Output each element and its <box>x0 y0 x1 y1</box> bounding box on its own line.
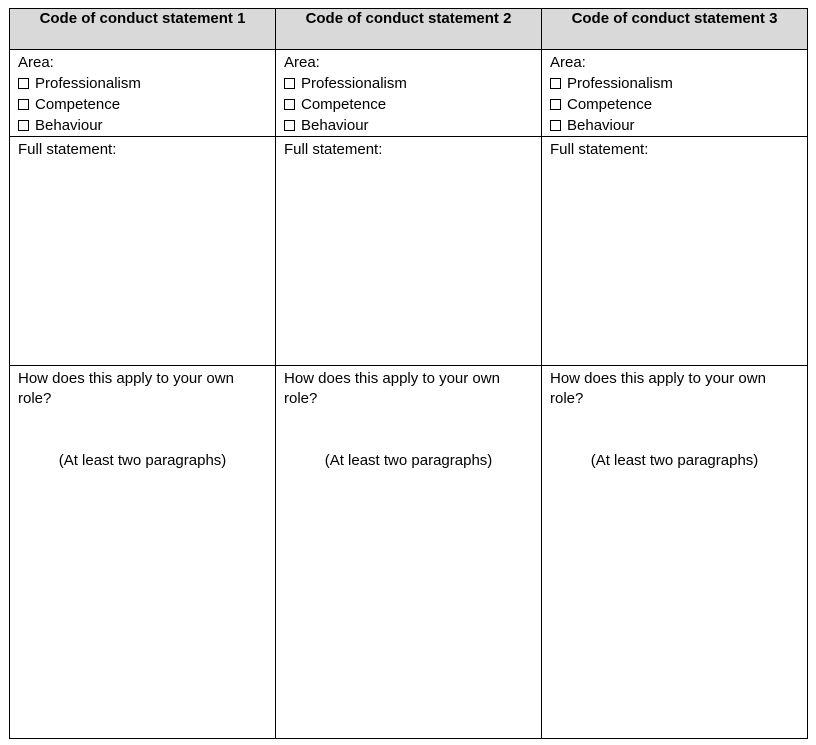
column-header-3: Code of conduct statement 3 <box>542 9 808 50</box>
option-professionalism[interactable] <box>18 73 267 94</box>
statement-cell-1[interactable] <box>10 137 276 366</box>
role-question: How does this apply to your own role? <box>550 370 766 407</box>
option-label: Professionalism <box>301 74 407 92</box>
option-professionalism[interactable] <box>284 73 533 94</box>
role-cell-2[interactable] <box>276 366 542 739</box>
checkbox-icon[interactable] <box>284 99 295 110</box>
option-competence[interactable] <box>18 94 267 115</box>
option-label: Behaviour <box>301 116 369 134</box>
statement-label: Full statement: <box>18 141 117 158</box>
header-row <box>10 9 808 50</box>
statement-row <box>10 137 808 366</box>
checkbox-icon[interactable] <box>550 120 561 131</box>
area-cell-3 <box>542 50 808 137</box>
role-cell-1[interactable] <box>10 366 276 739</box>
area-label: Area: <box>550 54 586 71</box>
area-row <box>10 50 808 137</box>
statement-cell-2[interactable] <box>276 137 542 366</box>
role-question: How does this apply to your own role? <box>18 370 234 407</box>
option-label: Competence <box>301 95 387 113</box>
option-behaviour[interactable] <box>18 115 267 136</box>
option-behaviour[interactable] <box>550 115 799 136</box>
checkbox-icon[interactable] <box>550 78 561 89</box>
role-cell-3[interactable] <box>542 366 808 739</box>
checkbox-icon[interactable] <box>18 99 29 110</box>
area-cell-1 <box>10 50 276 137</box>
option-label: Behaviour <box>567 116 635 134</box>
paragraph-hint: (At least two paragraphs) <box>590 452 759 469</box>
option-professionalism[interactable] <box>550 73 799 94</box>
checkbox-icon[interactable] <box>18 78 29 89</box>
area-label: Area: <box>284 54 320 71</box>
option-label: Professionalism <box>567 74 673 92</box>
option-label: Professionalism <box>35 74 141 92</box>
paragraph-hint: (At least two paragraphs) <box>58 452 227 469</box>
column-header-2: Code of conduct statement 2 <box>276 9 542 50</box>
role-row <box>10 366 808 739</box>
option-label: Competence <box>567 95 653 113</box>
checkbox-icon[interactable] <box>18 120 29 131</box>
option-competence[interactable] <box>550 94 799 115</box>
statement-label: Full statement: <box>284 141 383 158</box>
code-of-conduct-table <box>9 8 808 739</box>
column-header-1: Code of conduct statement 1 <box>10 9 276 50</box>
checkbox-icon[interactable] <box>550 99 561 110</box>
option-competence[interactable] <box>284 94 533 115</box>
role-question: How does this apply to your own role? <box>284 370 500 407</box>
checkbox-icon[interactable] <box>284 78 295 89</box>
option-label: Competence <box>35 95 121 113</box>
paragraph-hint: (At least two paragraphs) <box>324 452 493 469</box>
area-label: Area: <box>18 54 54 71</box>
statement-label: Full statement: <box>550 141 649 158</box>
statement-cell-3[interactable] <box>542 137 808 366</box>
checkbox-icon[interactable] <box>284 120 295 131</box>
option-label: Behaviour <box>35 116 103 134</box>
area-cell-2 <box>276 50 542 137</box>
option-behaviour[interactable] <box>284 115 533 136</box>
